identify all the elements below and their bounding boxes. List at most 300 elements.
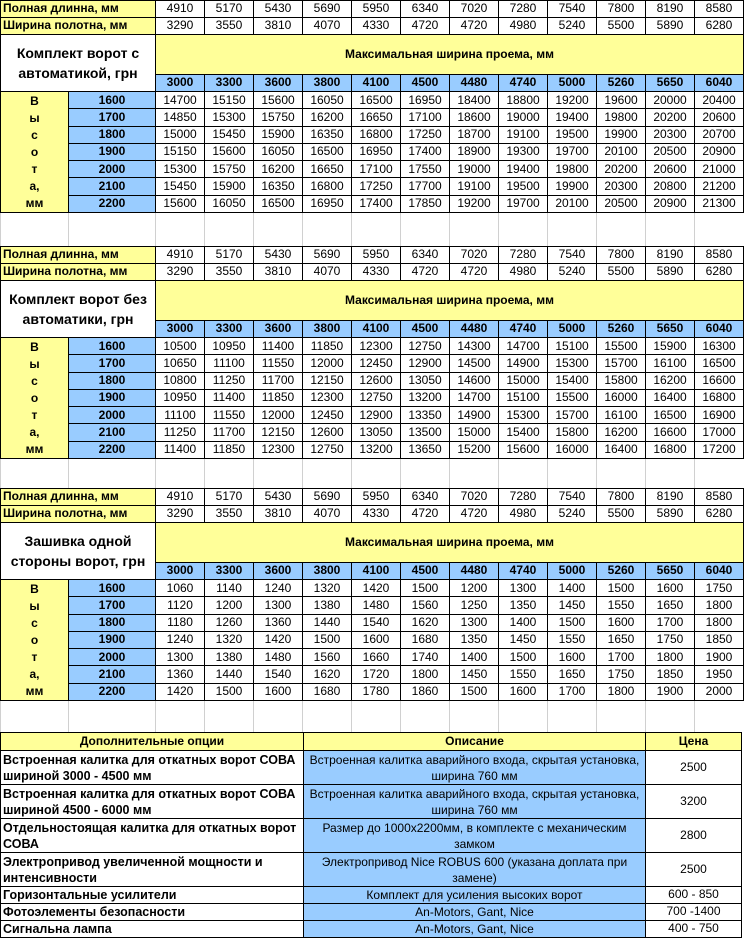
panel-width-value: 5500 bbox=[597, 18, 646, 35]
spacer-cell bbox=[69, 230, 156, 247]
height-letter: ы bbox=[29, 357, 40, 371]
panel-width-value: 5240 bbox=[548, 264, 597, 281]
height-letter: с bbox=[31, 128, 38, 142]
price-cell: 21300 bbox=[695, 195, 744, 212]
spacer-cell bbox=[303, 459, 352, 476]
price-cell: 16800 bbox=[303, 178, 352, 195]
price-cell: 13050 bbox=[401, 372, 450, 389]
price-cell: 20500 bbox=[597, 195, 646, 212]
length-value: 5170 bbox=[205, 489, 254, 506]
price-cell: 15700 bbox=[597, 355, 646, 372]
length-row bbox=[1, 489, 744, 506]
spacer-cell bbox=[548, 459, 597, 476]
length-value: 8580 bbox=[695, 489, 744, 506]
opening-value: 4500 bbox=[401, 321, 450, 338]
height-value: 2100 bbox=[69, 424, 156, 441]
price-cell: 1860 bbox=[401, 683, 450, 700]
height-value: 1700 bbox=[69, 597, 156, 614]
panel-width-value: 5890 bbox=[646, 506, 695, 523]
length-value: 5690 bbox=[303, 1, 352, 18]
price-cell: 14700 bbox=[499, 338, 548, 355]
section-header-row bbox=[1, 35, 744, 75]
price-cell: 16500 bbox=[303, 143, 352, 160]
opening-value: 6040 bbox=[695, 75, 744, 92]
price-cell: 17100 bbox=[352, 161, 401, 178]
option-price: 2500 bbox=[646, 751, 742, 785]
price-cell: 1540 bbox=[254, 666, 303, 683]
price-cell: 1440 bbox=[205, 666, 254, 683]
options-header-price: Цена bbox=[646, 733, 742, 751]
panel-width-value: 4720 bbox=[401, 264, 450, 281]
price-cell: 19400 bbox=[548, 109, 597, 126]
section-title: Комплект ворот с автоматикой, грн bbox=[1, 35, 156, 92]
option-row bbox=[1, 785, 742, 819]
spacer-cell bbox=[205, 230, 254, 247]
price-cell: 19700 bbox=[499, 195, 548, 212]
spacer-cell bbox=[646, 459, 695, 476]
opening-value: 5000 bbox=[548, 563, 597, 580]
price-cell: 16050 bbox=[303, 92, 352, 109]
option-name: Электропривод увеличенной мощности и интенсивности bbox=[1, 853, 304, 887]
price-cell: 15800 bbox=[548, 424, 597, 441]
height-letter: а, bbox=[29, 425, 40, 439]
height-letter: мм bbox=[25, 684, 44, 698]
spacer-cell bbox=[1, 459, 69, 476]
length-value: 8580 bbox=[695, 1, 744, 18]
price-cell: 15400 bbox=[548, 372, 597, 389]
panel-width-value: 4070 bbox=[303, 264, 352, 281]
panel-width-value: 4720 bbox=[450, 506, 499, 523]
price-cell: 1550 bbox=[499, 666, 548, 683]
price-row bbox=[1, 666, 744, 683]
spacer-cell bbox=[597, 230, 646, 247]
price-cell: 20000 bbox=[646, 92, 695, 109]
price-cell: 1400 bbox=[499, 614, 548, 631]
height-value: 2200 bbox=[69, 683, 156, 700]
price-cell: 10650 bbox=[156, 355, 205, 372]
spacer-cell bbox=[499, 230, 548, 247]
spacer-cell bbox=[303, 701, 352, 718]
price-cell: 12000 bbox=[303, 355, 352, 372]
option-description: Встроенная калитка аварийного входа, скрытая установка, ширина 760 мм bbox=[304, 751, 646, 785]
price-row bbox=[1, 338, 744, 355]
opening-value: 5650 bbox=[646, 321, 695, 338]
option-price: 400 - 750 bbox=[646, 921, 742, 938]
spacer-cell bbox=[499, 459, 548, 476]
price-cell: 1320 bbox=[303, 580, 352, 597]
length-value: 7280 bbox=[499, 489, 548, 506]
panel-width-value: 5240 bbox=[548, 506, 597, 523]
spacer-cell bbox=[352, 213, 401, 230]
height-value: 1900 bbox=[69, 389, 156, 406]
panel-width-value: 4980 bbox=[499, 506, 548, 523]
height-letter: т bbox=[31, 162, 38, 176]
price-cell: 16950 bbox=[352, 143, 401, 160]
price-cell: 19500 bbox=[548, 126, 597, 143]
panel-width-value: 4070 bbox=[303, 18, 352, 35]
panel-width-value: 6280 bbox=[695, 506, 744, 523]
height-letter: с bbox=[31, 374, 38, 388]
price-cell: 1750 bbox=[695, 580, 744, 597]
price-cell: 15300 bbox=[156, 161, 205, 178]
price-cell: 20200 bbox=[597, 161, 646, 178]
price-cell: 1320 bbox=[205, 631, 254, 648]
price-cell: 19200 bbox=[450, 195, 499, 212]
price-cell: 16500 bbox=[352, 92, 401, 109]
length-value: 7020 bbox=[450, 1, 499, 18]
opening-value: 3000 bbox=[156, 321, 205, 338]
price-cell: 16000 bbox=[597, 389, 646, 406]
price-cell: 1550 bbox=[597, 597, 646, 614]
opening-value: 4740 bbox=[499, 75, 548, 92]
price-cell: 14900 bbox=[499, 355, 548, 372]
panel-width-value: 4980 bbox=[499, 264, 548, 281]
panel-width-value: 5890 bbox=[646, 18, 695, 35]
price-cell: 17400 bbox=[401, 143, 450, 160]
price-cell: 1140 bbox=[205, 580, 254, 597]
opening-value: 4740 bbox=[499, 563, 548, 580]
height-letter: мм bbox=[25, 442, 44, 456]
price-cell: 1750 bbox=[597, 666, 646, 683]
price-cell: 12450 bbox=[352, 355, 401, 372]
height-value: 2000 bbox=[69, 649, 156, 666]
price-cell: 18400 bbox=[450, 92, 499, 109]
panel-width-value: 4720 bbox=[450, 18, 499, 35]
height-value: 2000 bbox=[69, 407, 156, 424]
spacer-row bbox=[1, 459, 744, 476]
price-cell: 15150 bbox=[205, 92, 254, 109]
price-row bbox=[1, 631, 744, 648]
section-header-row bbox=[1, 281, 744, 321]
spacer-cell bbox=[450, 230, 499, 247]
height-value: 1800 bbox=[69, 126, 156, 143]
price-cell: 17700 bbox=[401, 178, 450, 195]
price-cell: 12600 bbox=[352, 372, 401, 389]
height-letter: мм bbox=[25, 196, 44, 210]
price-cell: 1500 bbox=[499, 649, 548, 666]
price-cell: 11400 bbox=[156, 441, 205, 458]
price-cell: 15400 bbox=[499, 424, 548, 441]
spacer-cell bbox=[303, 213, 352, 230]
price-cell: 14900 bbox=[450, 407, 499, 424]
price-cell: 11250 bbox=[205, 372, 254, 389]
height-value: 2100 bbox=[69, 666, 156, 683]
price-cell: 16600 bbox=[695, 372, 744, 389]
options-header-name: Дополнительные опции bbox=[1, 733, 304, 751]
opening-value: 4480 bbox=[450, 563, 499, 580]
height-value: 1900 bbox=[69, 143, 156, 160]
spacer-cell bbox=[646, 701, 695, 718]
height-letter: т bbox=[31, 650, 38, 664]
spacer-cell bbox=[548, 230, 597, 247]
price-cell: 1600 bbox=[352, 631, 401, 648]
price-row bbox=[1, 178, 744, 195]
opening-value: 4500 bbox=[401, 563, 450, 580]
option-description: Электропривод Nice ROBUS 600 (указана доплата при замене) bbox=[304, 853, 646, 887]
length-value: 7800 bbox=[597, 247, 646, 264]
length-value: 4910 bbox=[156, 1, 205, 18]
price-cell: 12900 bbox=[401, 355, 450, 372]
price-row bbox=[1, 597, 744, 614]
opening-value: 5000 bbox=[548, 321, 597, 338]
price-cell: 17550 bbox=[401, 161, 450, 178]
price-cell: 16800 bbox=[352, 126, 401, 143]
price-cell: 1550 bbox=[548, 631, 597, 648]
price-cell: 1740 bbox=[401, 649, 450, 666]
option-description: An-Motors, Gant, Nice bbox=[304, 921, 646, 938]
price-cell: 11850 bbox=[254, 389, 303, 406]
length-value: 4910 bbox=[156, 247, 205, 264]
opening-value: 5650 bbox=[646, 563, 695, 580]
height-letter: о bbox=[30, 633, 39, 647]
price-cell: 16100 bbox=[597, 407, 646, 424]
price-cell: 16200 bbox=[303, 109, 352, 126]
options-table bbox=[0, 732, 742, 938]
option-price: 600 - 850 bbox=[646, 887, 742, 904]
price-cell: 12150 bbox=[303, 372, 352, 389]
option-name: Отдельностоящая калитка для откатных ворот СОВА bbox=[1, 819, 304, 853]
length-value: 5690 bbox=[303, 247, 352, 264]
spacer-cell bbox=[303, 230, 352, 247]
height-value: 1700 bbox=[69, 109, 156, 126]
opening-value: 3300 bbox=[205, 75, 254, 92]
height-value: 1600 bbox=[69, 92, 156, 109]
price-row bbox=[1, 614, 744, 631]
price-cell: 1900 bbox=[646, 683, 695, 700]
price-cell: 15750 bbox=[205, 161, 254, 178]
price-cell: 1500 bbox=[303, 631, 352, 648]
opening-value: 3300 bbox=[205, 321, 254, 338]
panel-width-row-label: Ширина полотна, мм bbox=[1, 264, 156, 281]
panel-width-value: 3290 bbox=[156, 264, 205, 281]
price-row bbox=[1, 372, 744, 389]
price-cell: 11550 bbox=[205, 407, 254, 424]
opening-value: 4480 bbox=[450, 75, 499, 92]
price-cell: 20200 bbox=[646, 109, 695, 126]
price-row bbox=[1, 407, 744, 424]
price-cell: 1450 bbox=[450, 666, 499, 683]
length-value: 5950 bbox=[352, 247, 401, 264]
price-cell: 14700 bbox=[156, 92, 205, 109]
price-cell: 1440 bbox=[303, 614, 352, 631]
price-cell: 1600 bbox=[646, 580, 695, 597]
price-cell: 15000 bbox=[499, 372, 548, 389]
price-cell: 10500 bbox=[156, 338, 205, 355]
price-cell: 1800 bbox=[646, 649, 695, 666]
option-name: Горизонтальные усилители bbox=[1, 887, 304, 904]
length-value: 4910 bbox=[156, 489, 205, 506]
price-cell: 19500 bbox=[499, 178, 548, 195]
price-row bbox=[1, 683, 744, 700]
price-table-1 bbox=[0, 0, 744, 247]
panel-width-value: 5240 bbox=[548, 18, 597, 35]
price-row bbox=[1, 441, 744, 458]
opening-value: 5650 bbox=[646, 75, 695, 92]
price-cell: 20500 bbox=[646, 143, 695, 160]
price-cell: 1300 bbox=[156, 649, 205, 666]
price-cell: 16800 bbox=[695, 389, 744, 406]
length-value: 8190 bbox=[646, 489, 695, 506]
opening-value: 3300 bbox=[205, 563, 254, 580]
price-cell: 14850 bbox=[156, 109, 205, 126]
price-cell: 17850 bbox=[401, 195, 450, 212]
option-price: 3200 bbox=[646, 785, 742, 819]
price-cell: 16500 bbox=[646, 407, 695, 424]
price-cell: 1720 bbox=[352, 666, 401, 683]
price-cell: 1650 bbox=[597, 631, 646, 648]
price-cell: 15600 bbox=[254, 92, 303, 109]
opening-header: Максимальная ширина проема, мм bbox=[156, 281, 744, 321]
price-cell: 1850 bbox=[695, 631, 744, 648]
price-cell: 1650 bbox=[548, 666, 597, 683]
price-cell: 16200 bbox=[646, 372, 695, 389]
length-value: 8190 bbox=[646, 1, 695, 18]
opening-value: 3800 bbox=[303, 563, 352, 580]
spacer-cell bbox=[156, 230, 205, 247]
panel-width-value: 3550 bbox=[205, 18, 254, 35]
option-name: Сигнальна лампа bbox=[1, 921, 304, 938]
price-cell: 17250 bbox=[352, 178, 401, 195]
price-cell: 15750 bbox=[254, 109, 303, 126]
price-cell: 19100 bbox=[450, 178, 499, 195]
price-cell: 1200 bbox=[450, 580, 499, 597]
price-cell: 19300 bbox=[499, 143, 548, 160]
height-value: 2200 bbox=[69, 195, 156, 212]
price-cell: 16500 bbox=[254, 195, 303, 212]
price-cell: 16800 bbox=[646, 441, 695, 458]
height-letter: В bbox=[30, 94, 39, 108]
option-name: Встроенная калитка для откатных ворот СОВА шириной 3000 - 4500 мм bbox=[1, 751, 304, 785]
price-cell: 12600 bbox=[303, 424, 352, 441]
length-value: 6340 bbox=[401, 489, 450, 506]
spacer-cell bbox=[69, 459, 156, 476]
price-cell: 1380 bbox=[205, 649, 254, 666]
height-value: 1800 bbox=[69, 372, 156, 389]
spacer-cell bbox=[646, 213, 695, 230]
price-cell: 14300 bbox=[450, 338, 499, 355]
panel-width-value: 4980 bbox=[499, 18, 548, 35]
spacer-cell bbox=[695, 701, 744, 718]
options-header-desc: Описание bbox=[304, 733, 646, 751]
option-price: 700 -1400 bbox=[646, 904, 742, 921]
length-value: 5170 bbox=[205, 247, 254, 264]
panel-width-value: 5500 bbox=[597, 264, 646, 281]
price-cell: 1600 bbox=[499, 683, 548, 700]
price-cell: 16900 bbox=[695, 407, 744, 424]
panel-width-value: 4330 bbox=[352, 506, 401, 523]
price-cell: 12300 bbox=[352, 338, 401, 355]
price-cell: 1350 bbox=[499, 597, 548, 614]
price-cell: 1420 bbox=[156, 683, 205, 700]
price-cell: 16400 bbox=[597, 441, 646, 458]
price-cell: 15900 bbox=[254, 126, 303, 143]
price-cell: 20700 bbox=[695, 126, 744, 143]
panel-width-value: 6280 bbox=[695, 264, 744, 281]
price-cell: 19700 bbox=[548, 143, 597, 160]
price-cell: 1120 bbox=[156, 597, 205, 614]
price-cell: 16000 bbox=[548, 441, 597, 458]
spacer-cell bbox=[1, 230, 69, 247]
length-value: 7540 bbox=[548, 1, 597, 18]
height-letter: с bbox=[31, 616, 38, 630]
price-cell: 1800 bbox=[695, 614, 744, 631]
height-letter: т bbox=[31, 408, 38, 422]
price-cell: 1500 bbox=[548, 614, 597, 631]
height-value: 2000 bbox=[69, 161, 156, 178]
price-table-3 bbox=[0, 488, 744, 735]
price-cell: 15100 bbox=[499, 389, 548, 406]
spacer-cell bbox=[254, 230, 303, 247]
opening-value: 4740 bbox=[499, 321, 548, 338]
spacer-cell bbox=[597, 213, 646, 230]
price-cell: 18600 bbox=[450, 109, 499, 126]
spacer-cell bbox=[597, 701, 646, 718]
price-cell: 1500 bbox=[450, 683, 499, 700]
price-cell: 20300 bbox=[646, 126, 695, 143]
opening-value: 4100 bbox=[352, 563, 401, 580]
length-row bbox=[1, 247, 744, 264]
opening-value: 3800 bbox=[303, 321, 352, 338]
price-cell: 15600 bbox=[205, 143, 254, 160]
height-letter: о bbox=[30, 391, 39, 405]
length-value: 7020 bbox=[450, 247, 499, 264]
price-cell: 11700 bbox=[254, 372, 303, 389]
length-value: 8190 bbox=[646, 247, 695, 264]
price-cell: 10950 bbox=[156, 389, 205, 406]
opening-value: 3800 bbox=[303, 75, 352, 92]
height-value: 1700 bbox=[69, 355, 156, 372]
price-cell: 10800 bbox=[156, 372, 205, 389]
price-cell: 2000 bbox=[695, 683, 744, 700]
spacer-row bbox=[1, 213, 744, 230]
price-cell: 11700 bbox=[205, 424, 254, 441]
length-value: 7540 bbox=[548, 247, 597, 264]
panel-width-value: 4330 bbox=[352, 18, 401, 35]
price-cell: 21200 bbox=[695, 178, 744, 195]
price-cell: 16350 bbox=[303, 126, 352, 143]
section-title: Комплект ворот без автоматики, грн bbox=[1, 281, 156, 338]
price-cell: 16350 bbox=[254, 178, 303, 195]
price-cell: 1680 bbox=[303, 683, 352, 700]
price-cell: 1360 bbox=[156, 666, 205, 683]
price-cell: 1380 bbox=[303, 597, 352, 614]
price-cell: 1700 bbox=[597, 649, 646, 666]
height-vertical-label bbox=[1, 92, 69, 213]
panel-width-value: 6280 bbox=[695, 18, 744, 35]
height-value: 2100 bbox=[69, 178, 156, 195]
opening-value: 3600 bbox=[254, 563, 303, 580]
spacer-cell bbox=[450, 213, 499, 230]
spacer-cell bbox=[352, 701, 401, 718]
spacer-cell bbox=[1, 213, 69, 230]
price-cell: 11100 bbox=[156, 407, 205, 424]
price-row bbox=[1, 649, 744, 666]
length-row-label: Полная длинна, мм bbox=[1, 489, 156, 506]
price-cell: 15600 bbox=[156, 195, 205, 212]
opening-value: 6040 bbox=[695, 321, 744, 338]
price-cell: 11100 bbox=[205, 355, 254, 372]
price-cell: 1260 bbox=[205, 614, 254, 631]
price-cell: 1850 bbox=[646, 666, 695, 683]
price-cell: 11400 bbox=[254, 338, 303, 355]
price-cell: 12750 bbox=[352, 389, 401, 406]
price-cell: 19200 bbox=[548, 92, 597, 109]
price-cell: 12000 bbox=[254, 407, 303, 424]
panel-width-value: 3550 bbox=[205, 264, 254, 281]
price-cell: 15450 bbox=[205, 126, 254, 143]
spacer-cell bbox=[254, 213, 303, 230]
price-cell: 12750 bbox=[401, 338, 450, 355]
